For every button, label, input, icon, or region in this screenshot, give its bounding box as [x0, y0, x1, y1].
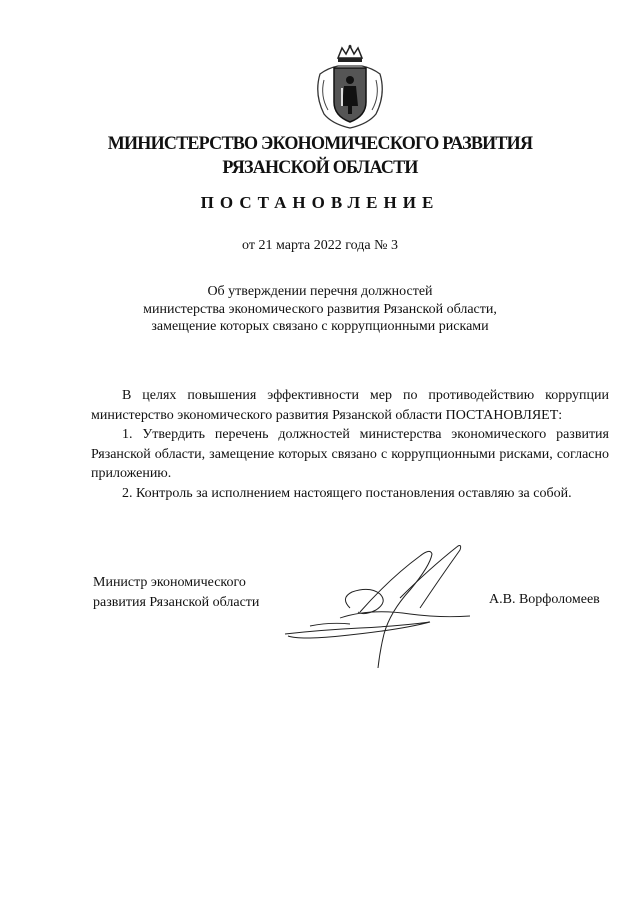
subject-line1: Об утверждении перечня должностей — [207, 284, 433, 299]
handwritten-signature-icon — [280, 538, 480, 678]
ryazan-coat-of-arms-icon — [310, 44, 390, 130]
item-1-paragraph: 1. Утвердить перечень должностей министерства экономического развития Рязанской области, замещение которых связано с коррупционными рисками, согласно приложению. — [91, 427, 609, 481]
preamble-paragraph: В целях повышения эффективности мер по противодействию коррупции министерство экономического развития Рязанской области ПОСТАНОВЛЯЕТ: — [91, 388, 609, 423]
subject-line2: министерства экономического развития Рязанской области, — [143, 301, 497, 317]
ministry-name-line2: РЯЗАНСКОЙ ОБЛАСТИ — [222, 157, 418, 178]
ministry-name-line1: МИНИСТЕРСТВО ЭКОНОМИЧЕСКОГО РАЗВИТИЯ — [107, 133, 533, 154]
document-body — [91, 386, 609, 503]
position-line1: Министр экономического — [93, 575, 246, 590]
subject-line3: замещение которых связано с коррупционными рисками — [151, 319, 489, 334]
document-date-number: от 21 марта 2022 года № 3 — [242, 238, 398, 253]
position-line2: развития Рязанской области — [93, 594, 260, 610]
item-2-paragraph: 2. Контроль за исполнением настоящего постановления оставляю за собой. — [122, 485, 572, 501]
signatory-name: А.В. Ворфоломеев — [489, 592, 600, 607]
document-subject — [0, 283, 640, 336]
signatory-position — [93, 573, 259, 612]
document-type: ПОСТАНОВЛЕНИЕ — [200, 193, 440, 212]
